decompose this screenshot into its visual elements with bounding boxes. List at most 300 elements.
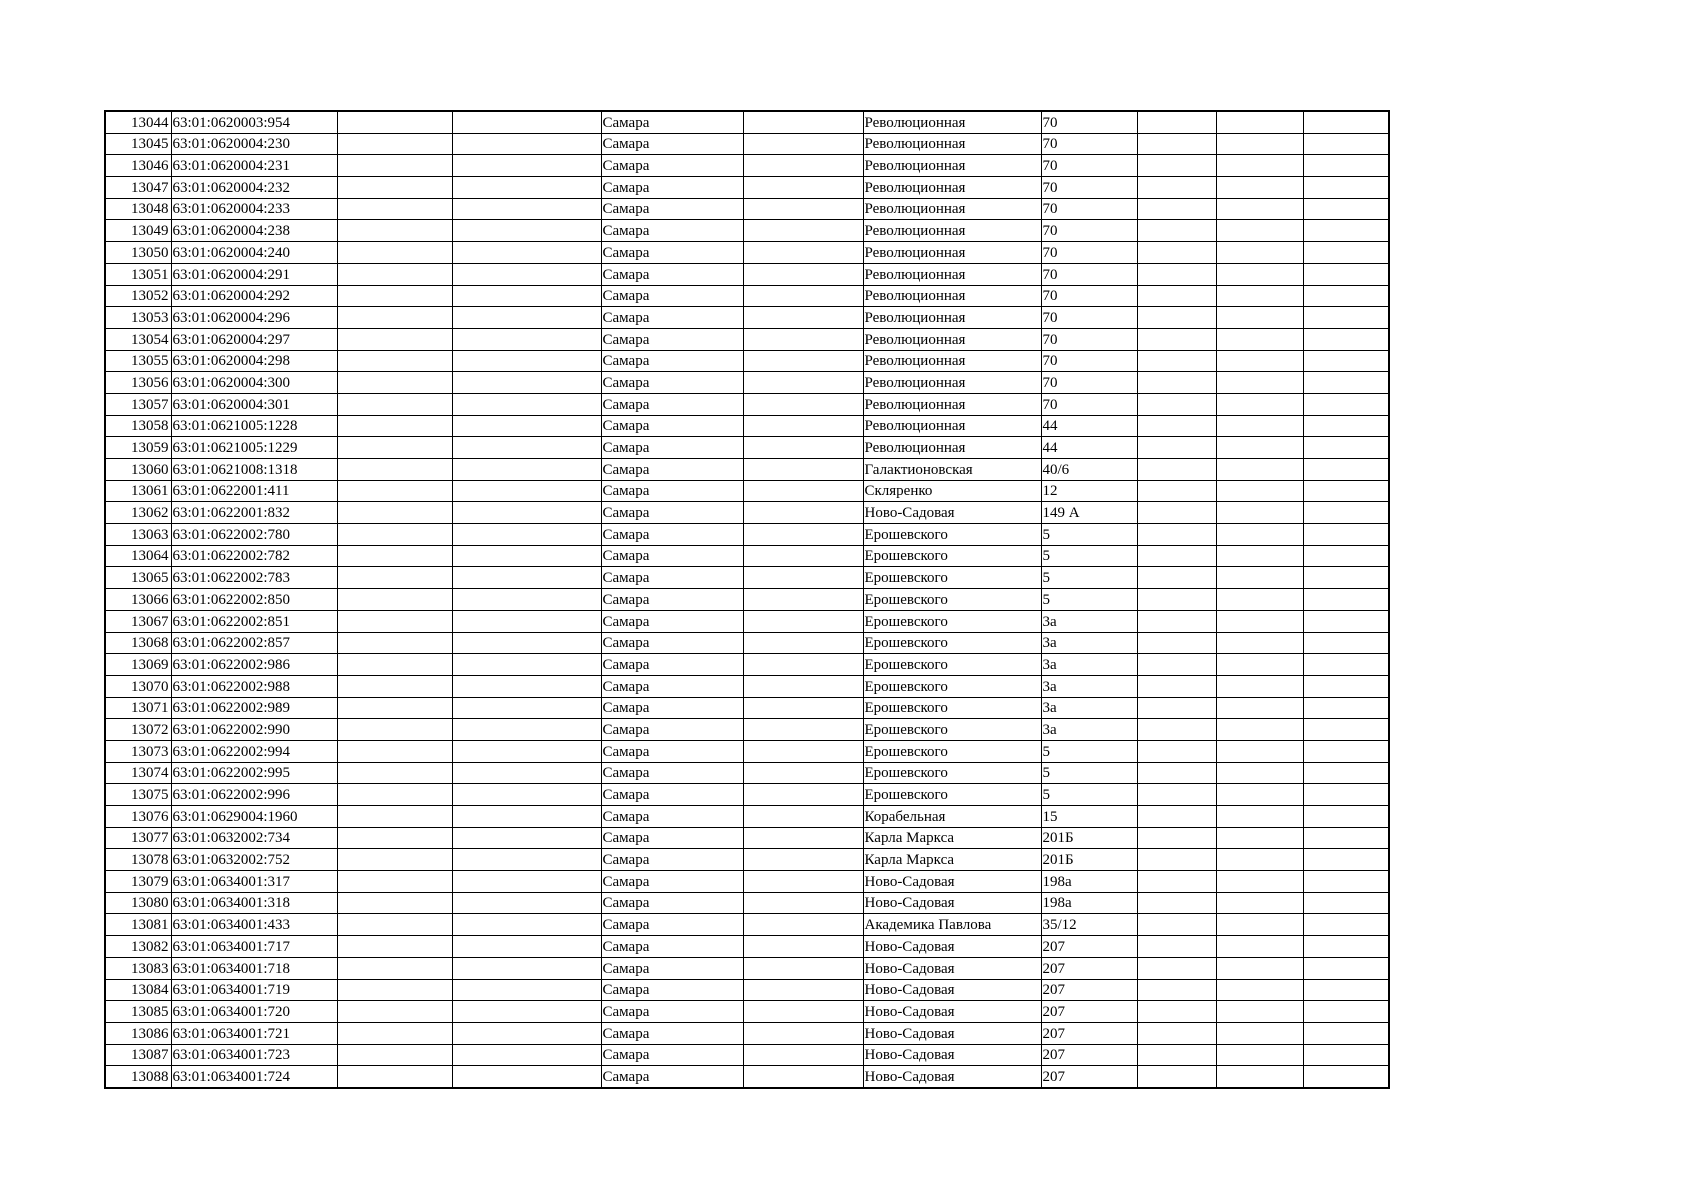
empty-cell (337, 328, 452, 350)
empty-cell (1137, 610, 1216, 632)
empty-cell (337, 740, 452, 762)
empty-cell (1137, 827, 1216, 849)
empty-cell (743, 524, 863, 546)
empty-cell (1216, 610, 1303, 632)
cadastral-number-cell: 63:01:0634001:318 (171, 892, 337, 914)
house-number-cell: 70 (1041, 198, 1137, 220)
empty-cell (1137, 524, 1216, 546)
row-number-cell: 13074 (105, 762, 171, 784)
empty-cell (1216, 697, 1303, 719)
empty-cell (1216, 740, 1303, 762)
house-number-cell: 35/12 (1041, 914, 1137, 936)
empty-cell (452, 589, 601, 611)
cadastral-number-cell: 63:01:0622002:996 (171, 784, 337, 806)
city-cell: Самара (601, 914, 743, 936)
cadastral-number-cell: 63:01:0622002:780 (171, 524, 337, 546)
empty-cell (1216, 1022, 1303, 1044)
empty-cell (1216, 480, 1303, 502)
city-cell: Самара (601, 393, 743, 415)
row-number-cell: 13058 (105, 415, 171, 437)
empty-cell (1216, 459, 1303, 481)
empty-cell (1216, 393, 1303, 415)
empty-cell (452, 459, 601, 481)
empty-cell (1137, 242, 1216, 264)
table-row (105, 502, 1389, 524)
street-cell: Ново-Садовая (863, 979, 1041, 1001)
empty-cell (452, 849, 601, 871)
empty-cell (452, 133, 601, 155)
row-number-cell: 13069 (105, 654, 171, 676)
street-cell: Революционная (863, 285, 1041, 307)
row-number-cell: 13049 (105, 220, 171, 242)
table-row (105, 133, 1389, 155)
empty-cell (337, 545, 452, 567)
city-cell: Самара (601, 784, 743, 806)
house-number-cell: 40/6 (1041, 459, 1137, 481)
empty-cell (452, 719, 601, 741)
street-cell: Революционная (863, 328, 1041, 350)
city-cell: Самара (601, 372, 743, 394)
empty-cell (1137, 740, 1216, 762)
table-row (105, 350, 1389, 372)
empty-cell (337, 632, 452, 654)
empty-cell (1137, 459, 1216, 481)
row-number-cell: 13077 (105, 827, 171, 849)
table-row (105, 155, 1389, 177)
house-number-cell: 201Б (1041, 827, 1137, 849)
empty-cell (337, 415, 452, 437)
empty-cell (743, 1044, 863, 1066)
row-number-cell: 13052 (105, 285, 171, 307)
empty-cell (1303, 415, 1389, 437)
city-cell: Самара (601, 242, 743, 264)
city-cell: Самара (601, 1022, 743, 1044)
empty-cell (1303, 871, 1389, 893)
empty-cell (1303, 480, 1389, 502)
empty-cell (452, 524, 601, 546)
empty-cell (1216, 155, 1303, 177)
house-number-cell: 198а (1041, 892, 1137, 914)
empty-cell (1303, 502, 1389, 524)
city-cell: Самара (601, 307, 743, 329)
city-cell: Самара (601, 610, 743, 632)
empty-cell (452, 784, 601, 806)
empty-cell (1137, 285, 1216, 307)
cadastral-number-cell: 63:01:0622002:783 (171, 567, 337, 589)
row-number-cell: 13065 (105, 567, 171, 589)
empty-cell (452, 502, 601, 524)
street-cell: Ерошевского (863, 740, 1041, 762)
city-cell: Самара (601, 719, 743, 741)
empty-cell (1137, 784, 1216, 806)
house-number-cell: 201Б (1041, 849, 1137, 871)
street-cell: Ерошевского (863, 524, 1041, 546)
empty-cell (1137, 393, 1216, 415)
street-cell: Революционная (863, 198, 1041, 220)
empty-cell (1303, 914, 1389, 936)
empty-cell (1216, 675, 1303, 697)
empty-cell (743, 155, 863, 177)
table-row (105, 459, 1389, 481)
empty-cell (452, 1066, 601, 1088)
row-number-cell: 13066 (105, 589, 171, 611)
empty-cell (452, 762, 601, 784)
table-row (105, 957, 1389, 979)
table-row (105, 610, 1389, 632)
empty-cell (743, 177, 863, 199)
empty-cell (337, 589, 452, 611)
empty-cell (1303, 242, 1389, 264)
empty-cell (1216, 285, 1303, 307)
street-cell: Корабельная (863, 806, 1041, 828)
row-number-cell: 13048 (105, 198, 171, 220)
house-number-cell: 15 (1041, 806, 1137, 828)
empty-cell (1137, 480, 1216, 502)
empty-cell (1137, 220, 1216, 242)
cadastral-number-cell: 63:01:0622002:850 (171, 589, 337, 611)
empty-cell (743, 1001, 863, 1023)
empty-cell (743, 415, 863, 437)
city-cell: Самара (601, 1001, 743, 1023)
empty-cell (337, 242, 452, 264)
empty-cell (1303, 133, 1389, 155)
street-cell: Ерошевского (863, 589, 1041, 611)
empty-cell (452, 675, 601, 697)
empty-cell (1137, 632, 1216, 654)
table-row (105, 328, 1389, 350)
cadastral-number-cell: 63:01:0620004:300 (171, 372, 337, 394)
empty-cell (743, 914, 863, 936)
row-number-cell: 13080 (105, 892, 171, 914)
empty-cell (743, 892, 863, 914)
city-cell: Самара (601, 111, 743, 133)
empty-cell (743, 654, 863, 676)
empty-cell (743, 632, 863, 654)
table-row (105, 914, 1389, 936)
empty-cell (743, 285, 863, 307)
table-row (105, 1044, 1389, 1066)
house-number-cell: 70 (1041, 372, 1137, 394)
cadastral-number-cell: 63:01:0620004:230 (171, 133, 337, 155)
cadastral-number-cell: 63:01:0634001:717 (171, 936, 337, 958)
empty-cell (452, 220, 601, 242)
empty-cell (1303, 806, 1389, 828)
empty-cell (337, 762, 452, 784)
empty-cell (1137, 1001, 1216, 1023)
cadastral-number-cell: 63:01:0634001:724 (171, 1066, 337, 1088)
empty-cell (1303, 589, 1389, 611)
empty-cell (1303, 524, 1389, 546)
row-number-cell: 13064 (105, 545, 171, 567)
cadastral-number-cell: 63:01:0620004:233 (171, 198, 337, 220)
city-cell: Самара (601, 697, 743, 719)
empty-cell (1303, 1066, 1389, 1088)
cadastral-number-cell: 63:01:0620004:297 (171, 328, 337, 350)
empty-cell (452, 307, 601, 329)
house-number-cell: 207 (1041, 1044, 1137, 1066)
empty-cell (1216, 524, 1303, 546)
row-number-cell: 13067 (105, 610, 171, 632)
city-cell: Самара (601, 675, 743, 697)
house-number-cell: 70 (1041, 350, 1137, 372)
city-cell: Самара (601, 827, 743, 849)
empty-cell (1137, 1044, 1216, 1066)
empty-cell (337, 1001, 452, 1023)
empty-cell (1303, 957, 1389, 979)
empty-cell (1137, 892, 1216, 914)
cadastral-number-cell: 63:01:0634001:719 (171, 979, 337, 1001)
street-cell: Ерошевского (863, 610, 1041, 632)
empty-cell (743, 675, 863, 697)
city-cell: Самара (601, 654, 743, 676)
empty-cell (743, 459, 863, 481)
empty-cell (1137, 806, 1216, 828)
empty-cell (337, 1022, 452, 1044)
empty-cell (743, 697, 863, 719)
empty-cell (337, 177, 452, 199)
house-number-cell: 70 (1041, 177, 1137, 199)
street-cell: Революционная (863, 133, 1041, 155)
table-row (105, 654, 1389, 676)
table-row (105, 177, 1389, 199)
empty-cell (1137, 654, 1216, 676)
row-number-cell: 13083 (105, 957, 171, 979)
house-number-cell: 198а (1041, 871, 1137, 893)
house-number-cell: 70 (1041, 242, 1137, 264)
row-number-cell: 13078 (105, 849, 171, 871)
table-row (105, 242, 1389, 264)
table-row (105, 632, 1389, 654)
house-number-cell: 5 (1041, 784, 1137, 806)
empty-cell (1303, 155, 1389, 177)
empty-cell (337, 480, 452, 502)
table-row (105, 393, 1389, 415)
empty-cell (452, 654, 601, 676)
empty-cell (1137, 979, 1216, 1001)
city-cell: Самара (601, 957, 743, 979)
cadastral-number-cell: 63:01:0622002:857 (171, 632, 337, 654)
table-row (105, 111, 1389, 133)
empty-cell (1303, 459, 1389, 481)
empty-cell (452, 1001, 601, 1023)
row-number-cell: 13060 (105, 459, 171, 481)
empty-cell (743, 719, 863, 741)
cadastral-number-cell: 63:01:0632002:734 (171, 827, 337, 849)
house-number-cell: 44 (1041, 437, 1137, 459)
empty-cell (337, 459, 452, 481)
empty-cell (743, 784, 863, 806)
cadastral-number-cell: 63:01:0634001:718 (171, 957, 337, 979)
empty-cell (1303, 740, 1389, 762)
empty-cell (1303, 111, 1389, 133)
street-cell: Ново-Садовая (863, 1001, 1041, 1023)
empty-cell (743, 936, 863, 958)
house-number-cell: 3а (1041, 675, 1137, 697)
street-cell: Революционная (863, 177, 1041, 199)
empty-cell (1216, 372, 1303, 394)
house-number-cell: 3а (1041, 654, 1137, 676)
cadastral-number-cell: 63:01:0621008:1318 (171, 459, 337, 481)
row-number-cell: 13075 (105, 784, 171, 806)
city-cell: Самара (601, 524, 743, 546)
empty-cell (1216, 719, 1303, 741)
row-number-cell: 13051 (105, 263, 171, 285)
street-cell: Ново-Садовая (863, 502, 1041, 524)
empty-cell (1216, 957, 1303, 979)
house-number-cell: 3а (1041, 719, 1137, 741)
empty-cell (1137, 762, 1216, 784)
empty-cell (1303, 1022, 1389, 1044)
street-cell: Революционная (863, 111, 1041, 133)
city-cell: Самара (601, 567, 743, 589)
empty-cell (1303, 307, 1389, 329)
empty-cell (1137, 719, 1216, 741)
cadastral-number-cell: 63:01:0634001:721 (171, 1022, 337, 1044)
house-number-cell: 207 (1041, 1001, 1137, 1023)
empty-cell (743, 827, 863, 849)
table-row (105, 675, 1389, 697)
empty-cell (452, 328, 601, 350)
street-cell: Революционная (863, 415, 1041, 437)
house-number-cell: 70 (1041, 133, 1137, 155)
city-cell: Самара (601, 806, 743, 828)
empty-cell (1216, 936, 1303, 958)
table-row (105, 762, 1389, 784)
cadastral-number-cell: 63:01:0620004:301 (171, 393, 337, 415)
city-cell: Самара (601, 502, 743, 524)
street-cell: Ново-Садовая (863, 1066, 1041, 1088)
table-row (105, 1022, 1389, 1044)
empty-cell (452, 1044, 601, 1066)
cadastral-number-cell: 63:01:0620003:954 (171, 111, 337, 133)
row-number-cell: 13087 (105, 1044, 171, 1066)
table-row (105, 979, 1389, 1001)
empty-cell (337, 524, 452, 546)
empty-cell (452, 177, 601, 199)
empty-cell (1216, 1001, 1303, 1023)
city-cell: Самара (601, 545, 743, 567)
empty-cell (1303, 697, 1389, 719)
city-cell: Самара (601, 133, 743, 155)
house-number-cell: 5 (1041, 524, 1137, 546)
empty-cell (1216, 654, 1303, 676)
house-number-cell: 44 (1041, 415, 1137, 437)
table-row (105, 263, 1389, 285)
table-row (105, 220, 1389, 242)
empty-cell (743, 957, 863, 979)
empty-cell (1216, 242, 1303, 264)
row-number-cell: 13082 (105, 936, 171, 958)
empty-cell (337, 307, 452, 329)
empty-cell (1216, 784, 1303, 806)
city-cell: Самара (601, 459, 743, 481)
empty-cell (337, 567, 452, 589)
row-number-cell: 13068 (105, 632, 171, 654)
row-number-cell: 13063 (105, 524, 171, 546)
empty-cell (1303, 632, 1389, 654)
table-row (105, 784, 1389, 806)
empty-cell (1216, 263, 1303, 285)
empty-cell (337, 871, 452, 893)
house-number-cell: 149 А (1041, 502, 1137, 524)
empty-cell (452, 567, 601, 589)
city-cell: Самара (601, 871, 743, 893)
empty-cell (337, 610, 452, 632)
table-row (105, 415, 1389, 437)
empty-cell (1216, 545, 1303, 567)
empty-cell (743, 111, 863, 133)
city-cell: Самара (601, 437, 743, 459)
house-number-cell: 5 (1041, 545, 1137, 567)
empty-cell (1303, 545, 1389, 567)
empty-cell (1137, 155, 1216, 177)
house-number-cell: 70 (1041, 111, 1137, 133)
empty-cell (743, 133, 863, 155)
empty-cell (337, 957, 452, 979)
empty-cell (1137, 1066, 1216, 1088)
table-row (105, 871, 1389, 893)
empty-cell (743, 979, 863, 1001)
empty-cell (337, 502, 452, 524)
empty-cell (1137, 871, 1216, 893)
city-cell: Самара (601, 177, 743, 199)
row-number-cell: 13086 (105, 1022, 171, 1044)
empty-cell (1303, 437, 1389, 459)
street-cell: Академика Павлова (863, 914, 1041, 936)
empty-cell (337, 784, 452, 806)
empty-cell (337, 263, 452, 285)
empty-cell (743, 350, 863, 372)
cadastral-number-cell: 63:01:0622002:782 (171, 545, 337, 567)
empty-cell (1216, 350, 1303, 372)
row-number-cell: 13070 (105, 675, 171, 697)
empty-cell (452, 155, 601, 177)
table-row (105, 285, 1389, 307)
empty-cell (1303, 567, 1389, 589)
empty-cell (1303, 849, 1389, 871)
empty-cell (1303, 393, 1389, 415)
city-cell: Самара (601, 328, 743, 350)
street-cell: Ново-Садовая (863, 936, 1041, 958)
row-number-cell: 13059 (105, 437, 171, 459)
empty-cell (1137, 849, 1216, 871)
city-cell: Самара (601, 263, 743, 285)
empty-cell (1303, 719, 1389, 741)
empty-cell (1216, 1066, 1303, 1088)
row-number-cell: 13054 (105, 328, 171, 350)
empty-cell (1303, 198, 1389, 220)
city-cell: Самара (601, 480, 743, 502)
empty-cell (337, 936, 452, 958)
street-cell: Ерошевского (863, 545, 1041, 567)
cadastral-number-cell: 63:01:0622002:851 (171, 610, 337, 632)
empty-cell (1303, 1001, 1389, 1023)
empty-cell (337, 827, 452, 849)
empty-cell (452, 242, 601, 264)
empty-cell (743, 328, 863, 350)
empty-cell (1137, 936, 1216, 958)
street-cell: Ерошевского (863, 719, 1041, 741)
empty-cell (1303, 784, 1389, 806)
row-number-cell: 13044 (105, 111, 171, 133)
empty-cell (452, 740, 601, 762)
empty-cell (452, 827, 601, 849)
empty-cell (452, 350, 601, 372)
empty-cell (743, 307, 863, 329)
house-number-cell: 5 (1041, 762, 1137, 784)
row-number-cell: 13071 (105, 697, 171, 719)
empty-cell (743, 806, 863, 828)
